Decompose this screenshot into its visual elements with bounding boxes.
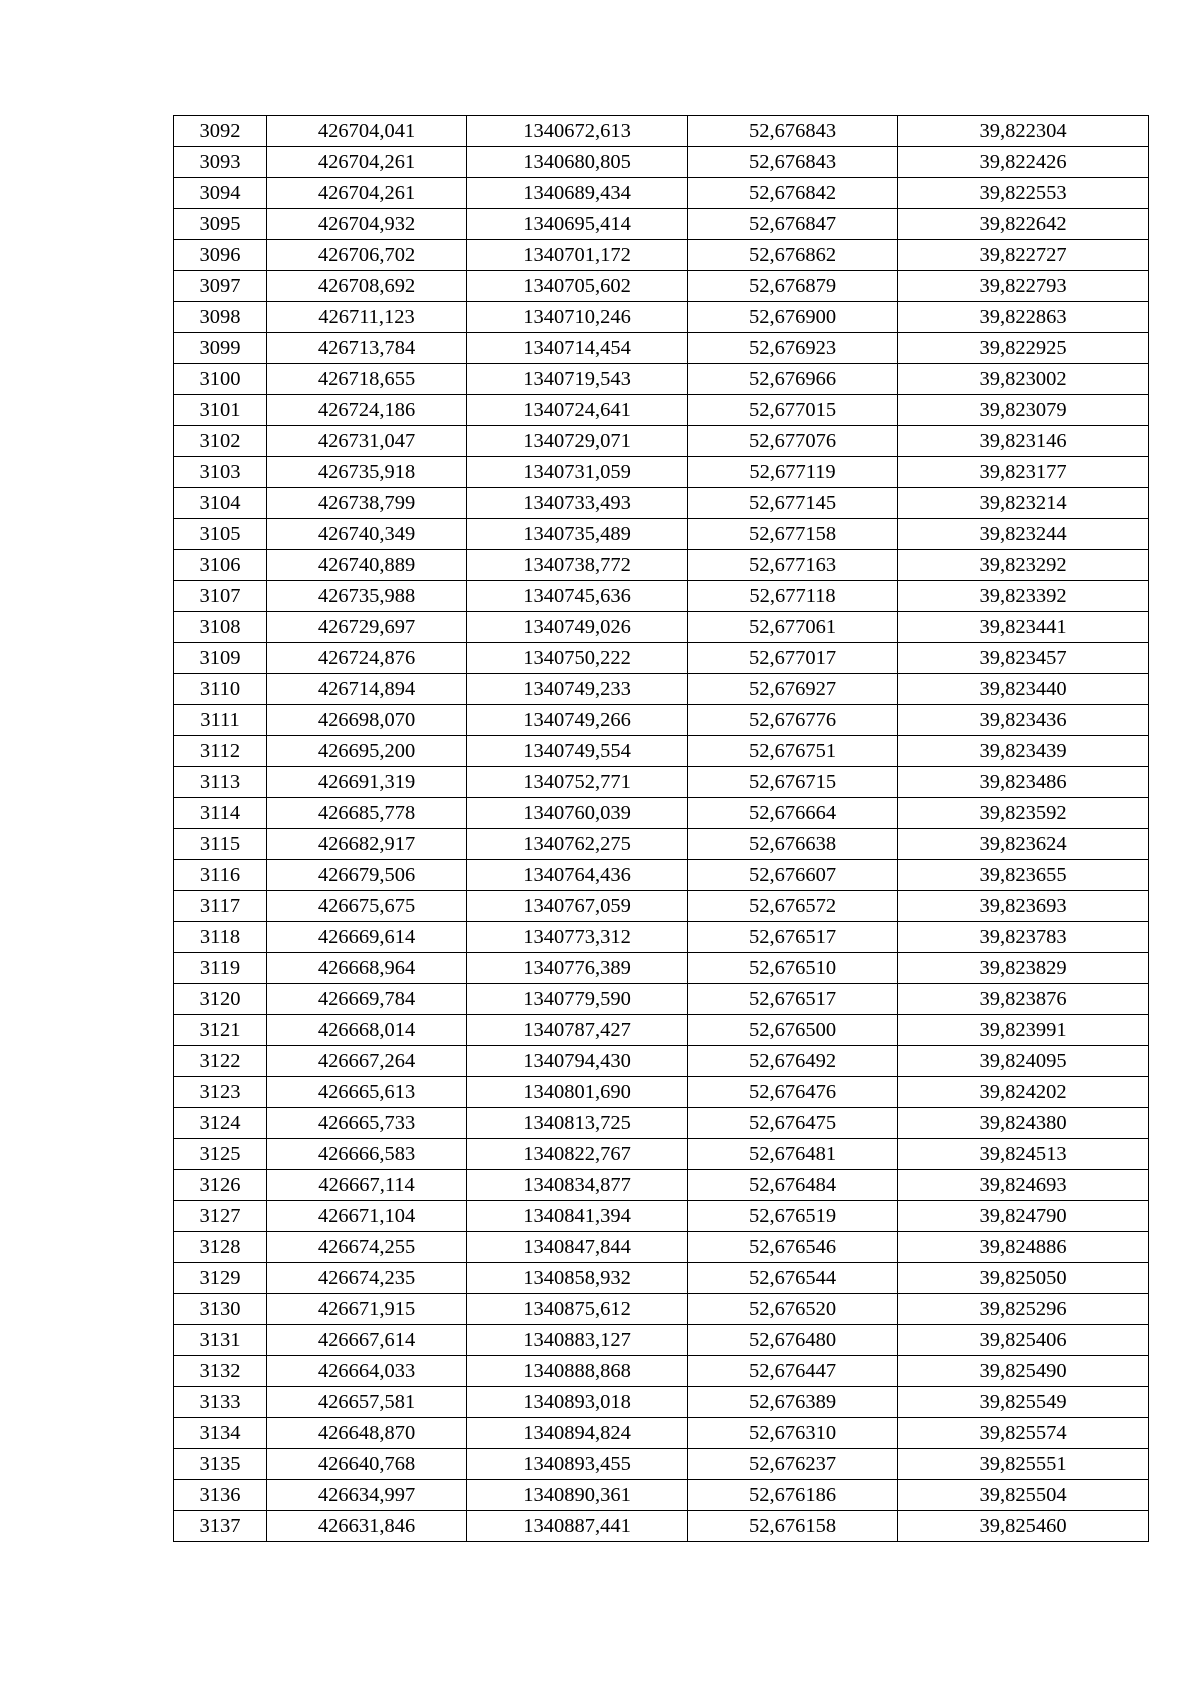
point-number-cell: 3116 — [174, 860, 267, 891]
x-coordinate-cell: 426731,047 — [267, 426, 467, 457]
latitude-cell: 52,676389 — [688, 1387, 898, 1418]
latitude-cell: 52,676237 — [688, 1449, 898, 1480]
latitude-cell: 52,676607 — [688, 860, 898, 891]
latitude-cell: 52,676546 — [688, 1232, 898, 1263]
table-row — [174, 984, 1149, 1015]
y-coordinate-cell: 1340745,636 — [467, 581, 688, 612]
x-coordinate-cell: 426674,255 — [267, 1232, 467, 1263]
point-number-cell: 3126 — [174, 1170, 267, 1201]
table-row — [174, 798, 1149, 829]
point-number-cell: 3112 — [174, 736, 267, 767]
y-coordinate-cell: 1340794,430 — [467, 1046, 688, 1077]
table-row — [174, 395, 1149, 426]
x-coordinate-cell: 426735,988 — [267, 581, 467, 612]
point-number-cell: 3100 — [174, 364, 267, 395]
longitude-cell: 39,825296 — [898, 1294, 1149, 1325]
longitude-cell: 39,823991 — [898, 1015, 1149, 1046]
x-coordinate-cell: 426698,070 — [267, 705, 467, 736]
y-coordinate-cell: 1340764,436 — [467, 860, 688, 891]
latitude-cell: 52,676544 — [688, 1263, 898, 1294]
point-number-cell: 3124 — [174, 1108, 267, 1139]
latitude-cell: 52,676862 — [688, 240, 898, 271]
table-row — [174, 829, 1149, 860]
y-coordinate-cell: 1340883,127 — [467, 1325, 688, 1356]
y-coordinate-cell: 1340729,071 — [467, 426, 688, 457]
y-coordinate-cell: 1340749,233 — [467, 674, 688, 705]
longitude-cell: 39,825551 — [898, 1449, 1149, 1480]
point-number-cell: 3121 — [174, 1015, 267, 1046]
point-number-cell: 3111 — [174, 705, 267, 736]
x-coordinate-cell: 426740,349 — [267, 519, 467, 550]
y-coordinate-cell: 1340752,771 — [467, 767, 688, 798]
y-coordinate-cell: 1340787,427 — [467, 1015, 688, 1046]
longitude-cell: 39,825460 — [898, 1511, 1149, 1542]
longitude-cell: 39,823592 — [898, 798, 1149, 829]
point-number-cell: 3114 — [174, 798, 267, 829]
y-coordinate-cell: 1340695,414 — [467, 209, 688, 240]
latitude-cell: 52,676519 — [688, 1201, 898, 1232]
table-row — [174, 1108, 1149, 1139]
longitude-cell: 39,825406 — [898, 1325, 1149, 1356]
longitude-cell: 39,824380 — [898, 1108, 1149, 1139]
longitude-cell: 39,823146 — [898, 426, 1149, 457]
x-coordinate-cell: 426671,915 — [267, 1294, 467, 1325]
latitude-cell: 52,676572 — [688, 891, 898, 922]
table-row — [174, 860, 1149, 891]
x-coordinate-cell: 426724,876 — [267, 643, 467, 674]
point-number-cell: 3136 — [174, 1480, 267, 1511]
point-number-cell: 3135 — [174, 1449, 267, 1480]
table-row — [174, 643, 1149, 674]
table-row — [174, 1418, 1149, 1449]
longitude-cell: 39,823693 — [898, 891, 1149, 922]
longitude-cell: 39,823783 — [898, 922, 1149, 953]
x-coordinate-cell: 426691,319 — [267, 767, 467, 798]
point-number-cell: 3131 — [174, 1325, 267, 1356]
point-number-cell: 3125 — [174, 1139, 267, 1170]
y-coordinate-cell: 1340762,275 — [467, 829, 688, 860]
y-coordinate-cell: 1340738,772 — [467, 550, 688, 581]
y-coordinate-cell: 1340894,824 — [467, 1418, 688, 1449]
latitude-cell: 52,676447 — [688, 1356, 898, 1387]
table-row — [174, 705, 1149, 736]
latitude-cell: 52,676842 — [688, 178, 898, 209]
x-coordinate-cell: 426664,033 — [267, 1356, 467, 1387]
table-row — [174, 922, 1149, 953]
y-coordinate-cell: 1340813,725 — [467, 1108, 688, 1139]
latitude-cell: 52,676847 — [688, 209, 898, 240]
table-row — [174, 1325, 1149, 1356]
y-coordinate-cell: 1340847,844 — [467, 1232, 688, 1263]
latitude-cell: 52,676715 — [688, 767, 898, 798]
table-row — [174, 209, 1149, 240]
table-row — [174, 1201, 1149, 1232]
longitude-cell: 39,822925 — [898, 333, 1149, 364]
latitude-cell: 52,676510 — [688, 953, 898, 984]
x-coordinate-cell: 426631,846 — [267, 1511, 467, 1542]
table-row — [174, 1480, 1149, 1511]
latitude-cell: 52,677118 — [688, 581, 898, 612]
point-number-cell: 3127 — [174, 1201, 267, 1232]
longitude-cell: 39,823624 — [898, 829, 1149, 860]
longitude-cell: 39,823392 — [898, 581, 1149, 612]
point-number-cell: 3119 — [174, 953, 267, 984]
x-coordinate-cell: 426669,614 — [267, 922, 467, 953]
point-number-cell: 3106 — [174, 550, 267, 581]
y-coordinate-cell: 1340779,590 — [467, 984, 688, 1015]
table-row — [174, 271, 1149, 302]
latitude-cell: 52,677163 — [688, 550, 898, 581]
y-coordinate-cell: 1340760,039 — [467, 798, 688, 829]
longitude-cell: 39,824886 — [898, 1232, 1149, 1263]
x-coordinate-cell: 426667,614 — [267, 1325, 467, 1356]
longitude-cell: 39,823486 — [898, 767, 1149, 798]
longitude-cell: 39,825490 — [898, 1356, 1149, 1387]
y-coordinate-cell: 1340749,554 — [467, 736, 688, 767]
table-row — [174, 1139, 1149, 1170]
longitude-cell: 39,823440 — [898, 674, 1149, 705]
longitude-cell: 39,824513 — [898, 1139, 1149, 1170]
longitude-cell: 39,824790 — [898, 1201, 1149, 1232]
y-coordinate-cell: 1340733,493 — [467, 488, 688, 519]
x-coordinate-cell: 426724,186 — [267, 395, 467, 426]
table-row — [174, 953, 1149, 984]
point-number-cell: 3105 — [174, 519, 267, 550]
y-coordinate-cell: 1340858,932 — [467, 1263, 688, 1294]
coordinates-table-body — [174, 116, 1149, 1542]
longitude-cell: 39,822727 — [898, 240, 1149, 271]
point-number-cell: 3109 — [174, 643, 267, 674]
x-coordinate-cell: 426735,918 — [267, 457, 467, 488]
y-coordinate-cell: 1340822,767 — [467, 1139, 688, 1170]
coordinates-table — [173, 115, 1149, 1542]
point-number-cell: 3095 — [174, 209, 267, 240]
point-number-cell: 3128 — [174, 1232, 267, 1263]
x-coordinate-cell: 426704,261 — [267, 178, 467, 209]
point-number-cell: 3117 — [174, 891, 267, 922]
latitude-cell: 52,677061 — [688, 612, 898, 643]
longitude-cell: 39,822304 — [898, 116, 1149, 147]
point-number-cell: 3098 — [174, 302, 267, 333]
table-row — [174, 891, 1149, 922]
x-coordinate-cell: 426713,784 — [267, 333, 467, 364]
latitude-cell: 52,676664 — [688, 798, 898, 829]
table-row — [174, 581, 1149, 612]
longitude-cell: 39,822426 — [898, 147, 1149, 178]
table-row — [174, 674, 1149, 705]
longitude-cell: 39,822793 — [898, 271, 1149, 302]
x-coordinate-cell: 426669,784 — [267, 984, 467, 1015]
x-coordinate-cell: 426667,114 — [267, 1170, 467, 1201]
table-row — [174, 550, 1149, 581]
point-number-cell: 3108 — [174, 612, 267, 643]
longitude-cell: 39,822863 — [898, 302, 1149, 333]
x-coordinate-cell: 426648,870 — [267, 1418, 467, 1449]
point-number-cell: 3137 — [174, 1511, 267, 1542]
latitude-cell: 52,677158 — [688, 519, 898, 550]
table-row — [174, 457, 1149, 488]
table-row — [174, 1511, 1149, 1542]
latitude-cell: 52,676923 — [688, 333, 898, 364]
latitude-cell: 52,676520 — [688, 1294, 898, 1325]
y-coordinate-cell: 1340735,489 — [467, 519, 688, 550]
table-row — [174, 519, 1149, 550]
y-coordinate-cell: 1340767,059 — [467, 891, 688, 922]
longitude-cell: 39,823829 — [898, 953, 1149, 984]
table-row — [174, 1232, 1149, 1263]
latitude-cell: 52,676517 — [688, 922, 898, 953]
y-coordinate-cell: 1340749,266 — [467, 705, 688, 736]
point-number-cell: 3096 — [174, 240, 267, 271]
longitude-cell: 39,825574 — [898, 1418, 1149, 1449]
point-number-cell: 3129 — [174, 1263, 267, 1294]
point-number-cell: 3094 — [174, 178, 267, 209]
latitude-cell: 52,676517 — [688, 984, 898, 1015]
y-coordinate-cell: 1340724,641 — [467, 395, 688, 426]
x-coordinate-cell: 426695,200 — [267, 736, 467, 767]
y-coordinate-cell: 1340689,434 — [467, 178, 688, 209]
point-number-cell: 3110 — [174, 674, 267, 705]
longitude-cell: 39,823436 — [898, 705, 1149, 736]
y-coordinate-cell: 1340749,026 — [467, 612, 688, 643]
table-row — [174, 1294, 1149, 1325]
x-coordinate-cell: 426740,889 — [267, 550, 467, 581]
y-coordinate-cell: 1340705,602 — [467, 271, 688, 302]
longitude-cell: 39,824095 — [898, 1046, 1149, 1077]
y-coordinate-cell: 1340710,246 — [467, 302, 688, 333]
point-number-cell: 3101 — [174, 395, 267, 426]
table-row — [174, 302, 1149, 333]
latitude-cell: 52,677076 — [688, 426, 898, 457]
point-number-cell: 3118 — [174, 922, 267, 953]
longitude-cell: 39,824693 — [898, 1170, 1149, 1201]
latitude-cell: 52,676310 — [688, 1418, 898, 1449]
point-number-cell: 3133 — [174, 1387, 267, 1418]
latitude-cell: 52,676492 — [688, 1046, 898, 1077]
longitude-cell: 39,823457 — [898, 643, 1149, 674]
y-coordinate-cell: 1340776,389 — [467, 953, 688, 984]
y-coordinate-cell: 1340719,543 — [467, 364, 688, 395]
x-coordinate-cell: 426665,613 — [267, 1077, 467, 1108]
table-row — [174, 488, 1149, 519]
x-coordinate-cell: 426738,799 — [267, 488, 467, 519]
y-coordinate-cell: 1340893,455 — [467, 1449, 688, 1480]
latitude-cell: 52,676966 — [688, 364, 898, 395]
longitude-cell: 39,823292 — [898, 550, 1149, 581]
x-coordinate-cell: 426685,778 — [267, 798, 467, 829]
longitude-cell: 39,824202 — [898, 1077, 1149, 1108]
x-coordinate-cell: 426704,932 — [267, 209, 467, 240]
latitude-cell: 52,677015 — [688, 395, 898, 426]
latitude-cell: 52,676475 — [688, 1108, 898, 1139]
table-row — [174, 612, 1149, 643]
latitude-cell: 52,676751 — [688, 736, 898, 767]
longitude-cell: 39,825504 — [898, 1480, 1149, 1511]
y-coordinate-cell: 1340893,018 — [467, 1387, 688, 1418]
point-number-cell: 3104 — [174, 488, 267, 519]
y-coordinate-cell: 1340773,312 — [467, 922, 688, 953]
x-coordinate-cell: 426706,702 — [267, 240, 467, 271]
table-row — [174, 426, 1149, 457]
longitude-cell: 39,822642 — [898, 209, 1149, 240]
table-row — [174, 736, 1149, 767]
y-coordinate-cell: 1340841,394 — [467, 1201, 688, 1232]
longitude-cell: 39,823441 — [898, 612, 1149, 643]
longitude-cell: 39,823214 — [898, 488, 1149, 519]
point-number-cell: 3099 — [174, 333, 267, 364]
x-coordinate-cell: 426666,583 — [267, 1139, 467, 1170]
longitude-cell: 39,825549 — [898, 1387, 1149, 1418]
x-coordinate-cell: 426679,506 — [267, 860, 467, 891]
x-coordinate-cell: 426729,697 — [267, 612, 467, 643]
table-row — [174, 767, 1149, 798]
latitude-cell: 52,676476 — [688, 1077, 898, 1108]
y-coordinate-cell: 1340701,172 — [467, 240, 688, 271]
longitude-cell: 39,825050 — [898, 1263, 1149, 1294]
table-row — [174, 1077, 1149, 1108]
y-coordinate-cell: 1340834,877 — [467, 1170, 688, 1201]
y-coordinate-cell: 1340890,361 — [467, 1480, 688, 1511]
point-number-cell: 3093 — [174, 147, 267, 178]
latitude-cell: 52,676481 — [688, 1139, 898, 1170]
latitude-cell: 52,677145 — [688, 488, 898, 519]
latitude-cell: 52,676158 — [688, 1511, 898, 1542]
point-number-cell: 3130 — [174, 1294, 267, 1325]
latitude-cell: 52,676900 — [688, 302, 898, 333]
point-number-cell: 3132 — [174, 1356, 267, 1387]
point-number-cell: 3123 — [174, 1077, 267, 1108]
x-coordinate-cell: 426667,264 — [267, 1046, 467, 1077]
x-coordinate-cell: 426718,655 — [267, 364, 467, 395]
longitude-cell: 39,823876 — [898, 984, 1149, 1015]
latitude-cell: 52,676500 — [688, 1015, 898, 1046]
table-row — [174, 1170, 1149, 1201]
point-number-cell: 3107 — [174, 581, 267, 612]
x-coordinate-cell: 426640,768 — [267, 1449, 467, 1480]
longitude-cell: 39,823655 — [898, 860, 1149, 891]
latitude-cell: 52,677119 — [688, 457, 898, 488]
latitude-cell: 52,676638 — [688, 829, 898, 860]
table-row — [174, 1015, 1149, 1046]
longitude-cell: 39,823244 — [898, 519, 1149, 550]
y-coordinate-cell: 1340888,868 — [467, 1356, 688, 1387]
x-coordinate-cell: 426711,123 — [267, 302, 467, 333]
x-coordinate-cell: 426682,917 — [267, 829, 467, 860]
latitude-cell: 52,676879 — [688, 271, 898, 302]
y-coordinate-cell: 1340672,613 — [467, 116, 688, 147]
x-coordinate-cell: 426657,581 — [267, 1387, 467, 1418]
point-number-cell: 3103 — [174, 457, 267, 488]
latitude-cell: 52,676843 — [688, 147, 898, 178]
y-coordinate-cell: 1340680,805 — [467, 147, 688, 178]
longitude-cell: 39,823002 — [898, 364, 1149, 395]
x-coordinate-cell: 426634,997 — [267, 1480, 467, 1511]
table-row — [174, 364, 1149, 395]
latitude-cell: 52,676927 — [688, 674, 898, 705]
table-row — [174, 1449, 1149, 1480]
x-coordinate-cell: 426668,964 — [267, 953, 467, 984]
longitude-cell: 39,823177 — [898, 457, 1149, 488]
latitude-cell: 52,676843 — [688, 116, 898, 147]
table-row — [174, 1046, 1149, 1077]
point-number-cell: 3134 — [174, 1418, 267, 1449]
x-coordinate-cell: 426671,104 — [267, 1201, 467, 1232]
table-row — [174, 1263, 1149, 1294]
table-row — [174, 116, 1149, 147]
y-coordinate-cell: 1340714,454 — [467, 333, 688, 364]
latitude-cell: 52,676484 — [688, 1170, 898, 1201]
latitude-cell: 52,676480 — [688, 1325, 898, 1356]
x-coordinate-cell: 426704,261 — [267, 147, 467, 178]
y-coordinate-cell: 1340750,222 — [467, 643, 688, 674]
table-row — [174, 178, 1149, 209]
x-coordinate-cell: 426704,041 — [267, 116, 467, 147]
x-coordinate-cell: 426665,733 — [267, 1108, 467, 1139]
x-coordinate-cell: 426708,692 — [267, 271, 467, 302]
table-row — [174, 1356, 1149, 1387]
latitude-cell: 52,676186 — [688, 1480, 898, 1511]
y-coordinate-cell: 1340875,612 — [467, 1294, 688, 1325]
table-row — [174, 333, 1149, 364]
point-number-cell: 3122 — [174, 1046, 267, 1077]
longitude-cell: 39,823439 — [898, 736, 1149, 767]
point-number-cell: 3092 — [174, 116, 267, 147]
x-coordinate-cell: 426668,014 — [267, 1015, 467, 1046]
latitude-cell: 52,677017 — [688, 643, 898, 674]
latitude-cell: 52,676776 — [688, 705, 898, 736]
table-row — [174, 240, 1149, 271]
x-coordinate-cell: 426675,675 — [267, 891, 467, 922]
x-coordinate-cell: 426714,894 — [267, 674, 467, 705]
point-number-cell: 3097 — [174, 271, 267, 302]
point-number-cell: 3102 — [174, 426, 267, 457]
x-coordinate-cell: 426674,235 — [267, 1263, 467, 1294]
point-number-cell: 3120 — [174, 984, 267, 1015]
point-number-cell: 3113 — [174, 767, 267, 798]
point-number-cell: 3115 — [174, 829, 267, 860]
y-coordinate-cell: 1340887,441 — [467, 1511, 688, 1542]
table-row — [174, 147, 1149, 178]
table-row — [174, 1387, 1149, 1418]
y-coordinate-cell: 1340801,690 — [467, 1077, 688, 1108]
y-coordinate-cell: 1340731,059 — [467, 457, 688, 488]
longitude-cell: 39,823079 — [898, 395, 1149, 426]
longitude-cell: 39,822553 — [898, 178, 1149, 209]
